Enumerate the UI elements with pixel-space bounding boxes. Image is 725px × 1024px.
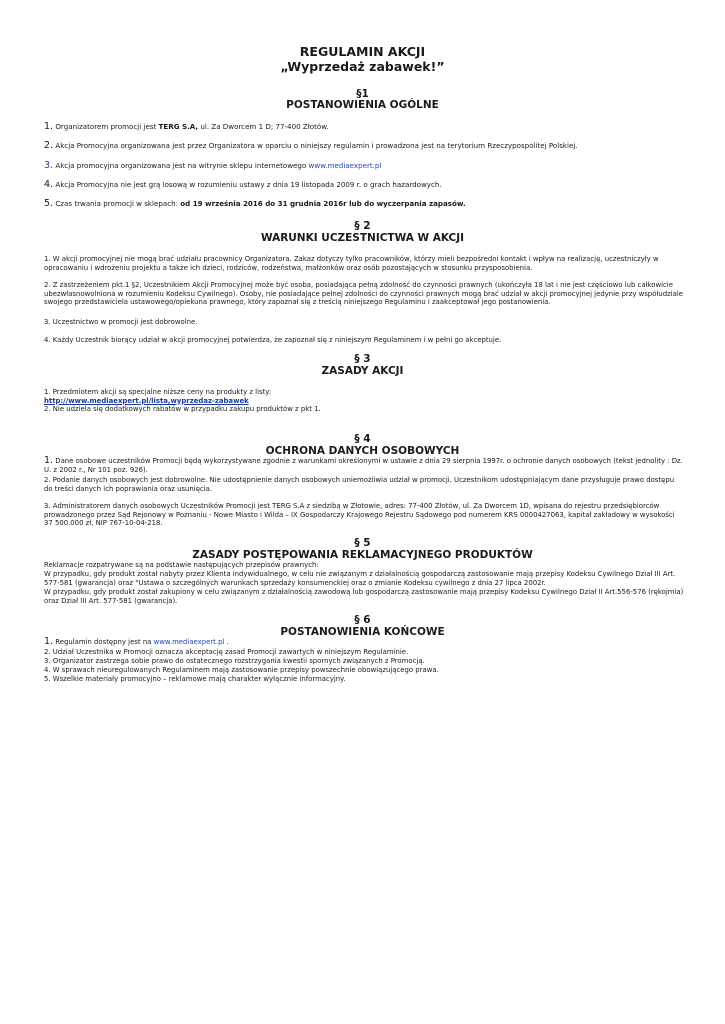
item-number: 1.: [44, 455, 54, 466]
section-4-heading: OCHRONA DANYCH OSOBOWYCH: [265, 445, 460, 457]
section-1-item-4: [44, 181, 684, 190]
section-3-paragraph-1: 1. Przedmiotem akcji są specjalne niższe ceny na produkty z listy:: [44, 388, 272, 396]
item-text: Akcja Promocyjna organizowana jest przez Organizatora w oparciu o niniejszy regulamin i prowadzona jest na terytorium Rzeczypospolitej Polskiej.: [55, 141, 578, 150]
section-6-paragraph-3: 3. Organizator zastrzega sobie prawo do ostatecznego rozstrzygania kwestii spornych związanych z Promocją.: [44, 657, 425, 665]
section-6-paragraph-4: 4. W sprawach nieuregulowanych Regulaminem mają zastosowanie przepisy powszechnie obowiązującego prawa.: [44, 666, 439, 674]
document-subtitle: „Wyprzedaż zabawek!”: [280, 59, 445, 74]
section-4-paragraph-1: [44, 457, 684, 474]
section-6-paragraph-2: 2. Udział Uczestnika w Promocji oznacza akceptację zasad Promocji zawartych w niniejszym Regulaminie.: [44, 648, 409, 656]
section-4-paragraph-3: 3. Administratorem danych osobowych Uczestników Promocji jest TERG S.A z siedzibą w Złotowie, adres: 77-400 Złotów, ul. Za Dworcem 1D, wpisana do rejestru przedsiębiorców prowadzonego przez Sąd Rejonowy w Poznaniu - Nowe Miasto i Wilda – IX Gospodarczy Krajowego Rejestru Sądowego pod numerem KRS 0000427063, kapitał zakładowy w wysokości 37 500.000 zł, NIP 767-10-04-218.: [44, 502, 675, 528]
document-title: REGULAMIN AKCJI: [299, 44, 426, 59]
item-text: Akcja Promocyjna nie jest grą losową w rozumieniu ustawy z dnia 19 listopada 2009 r. o grach hazardowych.: [55, 180, 442, 189]
section-6-heading: POSTANOWIENIA KOŃCOWE: [280, 626, 445, 638]
section-6-paragraph-1: [44, 638, 684, 647]
item-number: 5.: [44, 198, 54, 209]
section-3-paragraph-2: 2. Nie udziela się dodatkowych rabatów w przypadku zakupu produktów z pkt 1.: [44, 405, 321, 413]
section-2-paragraph-3: 3. Uczestnictwo w promocji jest dobrowolne.: [44, 318, 198, 326]
mediaexpert-link[interactable]: www.mediaexpert.pl: [308, 161, 382, 170]
section-1-number: §1: [356, 88, 369, 100]
section-3-number: § 3: [354, 353, 371, 365]
item-text-end: ul. Za Dworcem 1 D; 77-400 Złotów.: [198, 122, 329, 131]
item-text-end: .: [224, 638, 229, 646]
section-3-list-link: [44, 397, 684, 406]
item-text: Dane osobowe uczestników Promocji będą wykorzystywane zgodnie z warunkami określonymi w ustawie z dnia 29 sierpnia 1997r. o ochronie danych osobowych (tekst jednolity : Dz. U. z 2002 r., Nr 101 poz. 926).: [44, 457, 683, 474]
item-text: Organizatorem promocji jest: [55, 122, 159, 131]
section-1-heading: POSTANOWIENIA OGÓLNE: [286, 99, 439, 111]
section-1-item-1: [44, 123, 684, 132]
section-4-paragraph-2: 2. Podanie danych osobowych jest dobrowolne. Nie udostępnienie danych osobowych uniemożliwia udział w promocji. Uczestnikom udostępniającym dane przysługuje prawo dostępu do treści danych ich poprawiania oraz usunięcia.: [44, 476, 675, 493]
item-number: 2.: [44, 140, 54, 151]
section-5-paragraph-2: W przypadku, gdy produkt został nabyty przez Klienta indywidualnego, w celu nie związanym z działalnością gospodarczą zastosowanie mają przepisy Kodeksu Cywilnego Dział III Art. 577-581 (gwarancja) oraz "Ustawa o szczególnych warunkach sprzedaży konsumenckiej oraz o zmianie Kodeksu cywilnego z dnia 27 lipca 2002r.: [44, 570, 676, 587]
item-number: 1.: [44, 121, 54, 132]
section-1-item-3: [44, 162, 684, 171]
section-2-number: § 2: [354, 220, 371, 232]
company-name: TERG S.A,: [158, 122, 199, 131]
product-list-link[interactable]: http://www.mediaexpert.pl/lista,wyprzedaz-zabawek: [44, 396, 249, 405]
section-5-heading: ZASADY POSTĘPOWANIA REKLAMACYJNEGO PRODUKTÓW: [192, 549, 533, 561]
item-text: Czas trwania promocji w sklepach:: [55, 199, 181, 208]
mediaexpert-link[interactable]: www.mediaexpert.pl: [153, 638, 225, 646]
promo-period: od 19 września 2016 do 31 grudnia 2016r lub do wyczerpania zapasów.: [180, 199, 466, 208]
item-number: 1.: [44, 636, 54, 647]
item-number: 4.: [44, 179, 54, 190]
section-5-paragraph-1: Reklamacje rozpatrywane są na podstawie następujących przepisów prawnych:: [44, 561, 319, 569]
item-text: Regulamin dostępny jest na: [53, 638, 154, 646]
section-2-paragraph-2: 2. Z zastrzeżeniem pkt.1 §2, Uczestnikiem Akcji Promocyjnej może być osoba, posiadająca pełną zdolność do czynności prawnych (ukończyła 18 lat i nie jest częściowo lub całkowicie ubezwłasnowolniona w rozumieniu Kodeksu Cywilnego). Osoby, nie posiadające pełnej zdolności do czynności prawnych mogą brać udział w akcji promocyjnej jedynie przy współudziale swojego przedstawiciela ustawowego/opiekuna prawnego, który zapoznał się z treścią niniejszego Regulaminu i zaakceptował jego postanowienia.: [44, 281, 684, 307]
section-5-paragraph-3: W przypadku, gdy produkt został zakupiony w celu związanym z działalnością zawodową lub gospodarczą zastosowanie mają przepisy Kodeksu Cywilnego Dział II Art.556-576 (rękojmia) oraz Dział III Art. 577-581 (gwarancja).: [44, 588, 684, 605]
section-1-item-5: [44, 200, 684, 209]
section-2-heading: WARUNKI UCZESTNICTWA W AKCJI: [260, 232, 465, 244]
section-1-item-2: [44, 142, 684, 151]
section-2-paragraph-1: 1. W akcji promocyjnej nie mogą brać udziału pracownicy Organizatora. Zakaz dotyczy tylko pracowników, którzy mieli bezpośredni kontakt i wpływ na realizację, uczestniczyły w opracowaniu i wdrożeniu projektu a także ich dzieci, rodziców, rodzeństwa, małżonków oraz osób pozostających w stosunku przysposobienia.: [44, 255, 659, 272]
section-6-number: § 6: [354, 614, 371, 626]
section-6-paragraph-5: 5. Wszelkie materiały promocyjno – reklamowe mają charakter wyłącznie informacyjny.: [44, 675, 346, 683]
section-3-heading: ZASADY AKCJI: [321, 365, 404, 377]
section-5-number: § 5: [354, 537, 371, 549]
section-2-paragraph-4: 4. Każdy Uczestnik biorący udział w akcji promocyjnej potwierdza, że zapoznał się z niniejszym Regulaminem i w pełni go akceptuje.: [44, 336, 502, 344]
section-4-number: § 4: [354, 433, 371, 445]
item-number: 3.: [44, 160, 54, 171]
item-text: Akcja promocyjna organizowana jest na witrynie sklepu internetowego: [55, 161, 309, 170]
